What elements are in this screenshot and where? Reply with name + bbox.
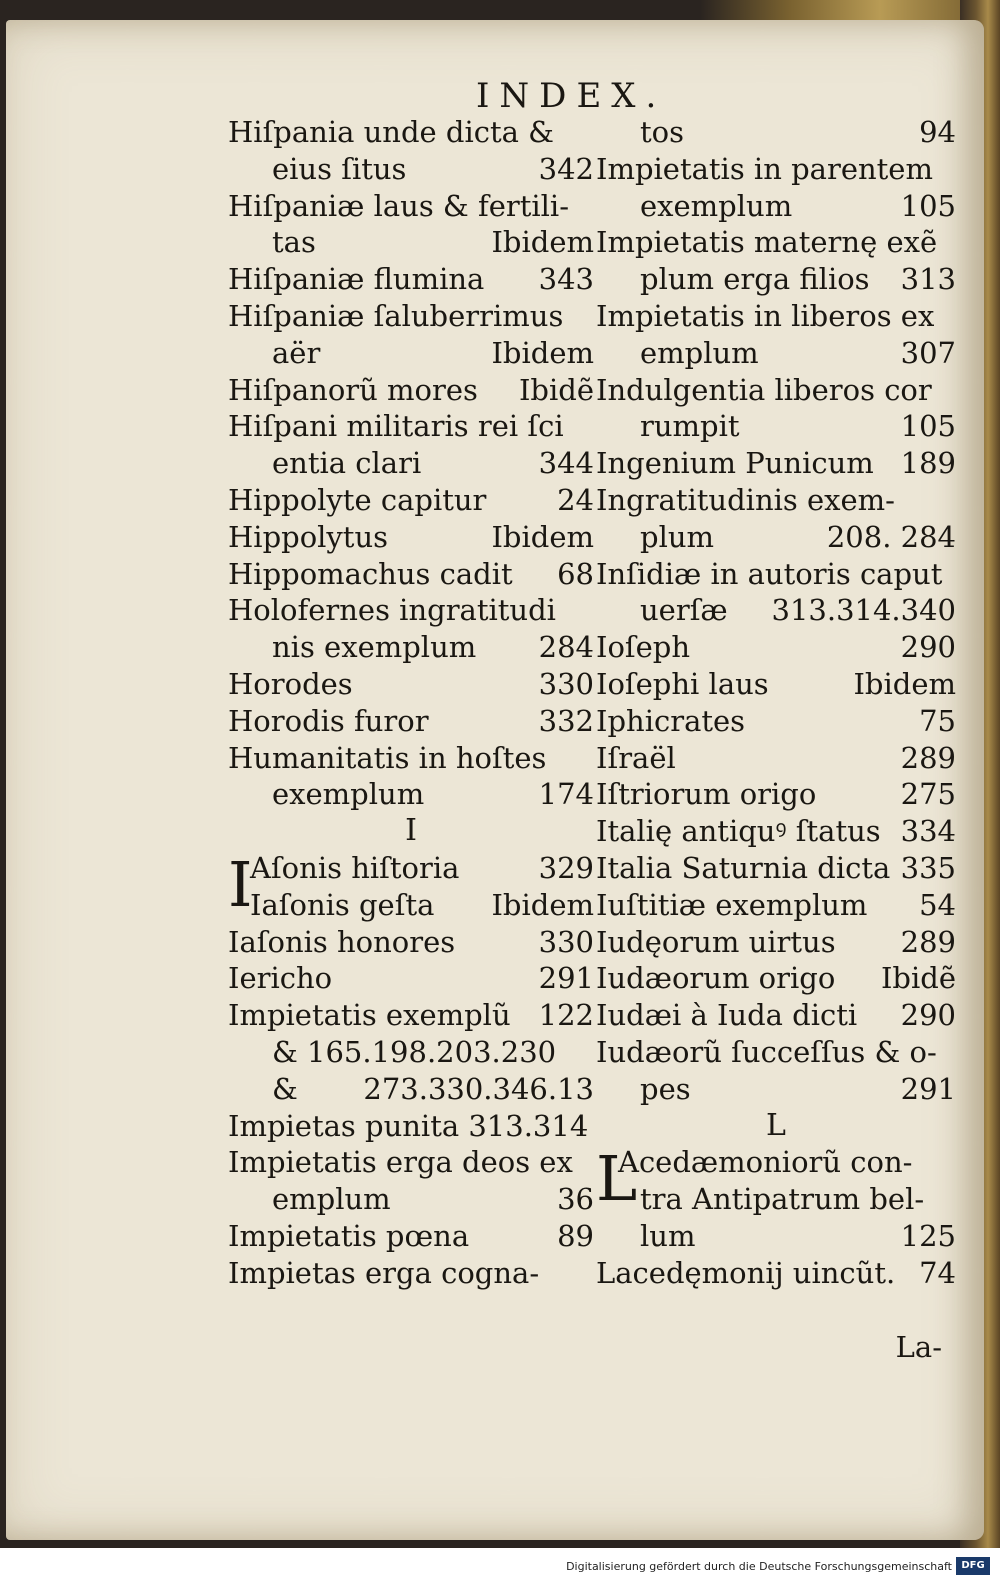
- entry-text: Iaſonis geſta: [250, 887, 435, 922]
- index-entry: [228, 188, 594, 225]
- index-entry: [228, 924, 594, 961]
- entry-text: entia clari: [272, 446, 422, 481]
- index-entry: [228, 592, 594, 629]
- entry-page-ref: 54: [919, 887, 956, 922]
- entry-page-ref: 36: [557, 1182, 594, 1217]
- index-entry: [228, 445, 594, 482]
- entry-text: Indulgentia liberos cor: [596, 372, 932, 407]
- index-entry: [596, 151, 956, 188]
- entry-page-ref: 284: [538, 630, 594, 665]
- index-entry: [596, 114, 956, 151]
- entry-page-ref: 174: [538, 777, 594, 812]
- index-entry: [596, 960, 956, 997]
- entry-text: rumpit: [640, 409, 740, 444]
- entry-page-ref: 289: [900, 924, 956, 959]
- entry-text: Iſtriorum origo: [596, 777, 817, 812]
- funding-note: Digitalisierung gefördert durch die Deutsche Forschungsgemeinschaft: [566, 1560, 952, 1573]
- entry-text: Iaſonis honores: [228, 924, 456, 959]
- entry-page-ref: 105: [900, 409, 956, 444]
- index-entry: [596, 1181, 956, 1218]
- entry-text: Impietatis maternę exẽ: [596, 225, 938, 260]
- entry-page-ref: 68: [557, 556, 594, 591]
- page-header: INDEX.: [476, 76, 667, 116]
- entry-page-ref: 75: [919, 703, 956, 738]
- entry-text: Hiſpani militaris rei ſci: [228, 409, 564, 444]
- entry-text: Iudæorũ ſucceſſus & o-: [596, 1034, 937, 1069]
- entry-page-ref: 334: [900, 814, 956, 849]
- entry-text: uerſæ: [640, 593, 728, 628]
- entry-page-ref: Ibidẽ: [518, 372, 594, 407]
- entry-page-ref: 24: [557, 482, 594, 517]
- section-letter: I: [405, 813, 417, 849]
- entry-page-ref: Ibidem: [491, 225, 594, 260]
- entry-page-ref: 330: [538, 666, 594, 701]
- entry-page-ref: 273.330.346.13: [363, 1071, 594, 1106]
- entry-text: &: [272, 1071, 298, 1106]
- entry-text: Impietatis pœna: [228, 1218, 470, 1253]
- entry-page-ref: 208. 284: [826, 519, 956, 554]
- index-entry: [596, 298, 956, 335]
- dfg-logo: DFG: [956, 1557, 990, 1575]
- entry-page-ref: 275: [900, 777, 956, 812]
- entry-text: lum: [640, 1218, 696, 1253]
- index-entry: [228, 776, 594, 813]
- index-entry: [228, 1218, 594, 1255]
- index-entry: [596, 372, 956, 409]
- entry-page-ref: 307: [900, 335, 956, 370]
- entry-text: exemplum: [272, 777, 425, 812]
- entry-text: Hiſpaniæ ſaluberrimus: [228, 298, 564, 333]
- index-entry: [596, 261, 956, 298]
- entry-page-ref: Ibidẽ: [880, 961, 956, 996]
- index-entry: [596, 924, 956, 961]
- index-entry: [228, 261, 594, 298]
- index-entry: [596, 1034, 956, 1071]
- section-letter: L: [766, 1107, 786, 1143]
- index-column-right: [596, 114, 956, 1292]
- index-entry: [228, 482, 594, 519]
- entry-page-ref: 330: [538, 924, 594, 959]
- entry-page-ref: 332: [538, 703, 594, 738]
- index-entry: [596, 1255, 956, 1292]
- index-entry: [596, 224, 956, 261]
- entry-page-ref: 74: [919, 1255, 956, 1290]
- entry-text: Impietatis in liberos ex: [596, 298, 935, 333]
- entry-text: plum: [640, 519, 715, 554]
- entry-text: tas: [272, 225, 316, 260]
- index-entry: [596, 482, 956, 519]
- index-entry: [228, 1071, 594, 1108]
- entry-page-ref: 335: [900, 850, 956, 885]
- entry-text: Iſraël: [596, 740, 676, 775]
- index-entry: [596, 997, 956, 1034]
- index-entry: [228, 1034, 594, 1071]
- index-entry: [228, 298, 594, 335]
- entry-page-ref: 289: [900, 740, 956, 775]
- index-entry: [228, 629, 594, 666]
- entry-text: Impietas erga cogna-: [228, 1255, 540, 1290]
- entry-page-ref: 313: [900, 262, 956, 297]
- index-entry: [596, 519, 956, 556]
- entry-text: Hiſpania unde dicta &: [228, 115, 554, 149]
- book-page: [6, 20, 984, 1540]
- entry-page-ref: Ibidem: [491, 335, 594, 370]
- index-entry: [228, 151, 594, 188]
- entry-text: Italię antiquꝰ ſtatus: [596, 814, 881, 849]
- entry-text: Ingenium Punicum: [596, 446, 874, 481]
- entry-text: Hiſpaniæ flumina: [228, 262, 485, 297]
- entry-page-ref: 329: [538, 850, 594, 885]
- entry-page-ref: 122: [538, 998, 594, 1033]
- index-entry: [596, 850, 956, 887]
- index-entry: [228, 960, 594, 997]
- entry-text: & 165.198.203.230: [272, 1034, 557, 1069]
- entry-text: Horodis furor: [228, 703, 429, 738]
- entry-text: eius ſitus: [272, 151, 407, 186]
- entry-text: Humanitatis in hoſtes: [228, 740, 547, 775]
- entry-page-ref: Ibidem: [491, 519, 594, 554]
- entry-text: tra Antipatrum bel-: [640, 1182, 925, 1217]
- index-entry: [228, 1255, 594, 1292]
- entry-text: Impietatis in parentem: [596, 151, 933, 186]
- entry-text: Lacedęmonij uincũt.: [596, 1255, 896, 1290]
- entry-text: Iericho: [228, 961, 333, 996]
- index-column-left: [228, 114, 594, 1292]
- index-entry: [228, 740, 594, 777]
- index-entry: [596, 188, 956, 225]
- index-entry: [596, 1071, 956, 1108]
- entry-page-ref: 89: [557, 1218, 594, 1253]
- entry-text: emplum: [272, 1182, 391, 1217]
- entry-page-ref: 291: [900, 1071, 956, 1106]
- index-entry: [228, 1144, 594, 1181]
- entry-page-ref: 125: [900, 1218, 956, 1253]
- catchword: La-: [895, 1330, 942, 1364]
- index-entry: [596, 556, 956, 593]
- entry-text: Impietatis exemplũ: [228, 998, 511, 1033]
- entry-page-ref: 342: [538, 151, 594, 186]
- entry-text: exemplum: [640, 188, 793, 223]
- index-entry: [228, 703, 594, 740]
- entry-text: aër: [272, 335, 321, 370]
- index-entry: [228, 1108, 594, 1145]
- entry-text: Hippolyte capitur: [228, 482, 487, 517]
- entry-page-ref: 343: [538, 262, 594, 297]
- index-entry: [596, 408, 956, 445]
- entry-text: Iudæorum origo: [596, 961, 836, 996]
- entry-page-ref: 94: [919, 115, 956, 149]
- entry-text: Iphicrates: [596, 703, 746, 738]
- index-entry: [596, 629, 956, 666]
- index-entry: [596, 740, 956, 777]
- entry-text: Iudæi à Iuda dicti: [596, 998, 858, 1033]
- entry-text: Impietatis erga deos ex: [228, 1145, 573, 1180]
- index-entry: [228, 114, 594, 151]
- index-entry: [228, 666, 594, 703]
- entry-text: Iuſtitiæ exemplum: [596, 887, 868, 922]
- index-entry: [228, 556, 594, 593]
- entry-text: emplum: [640, 335, 759, 370]
- entry-text: Inſidiæ in autoris caput: [596, 556, 943, 591]
- entry-text: Italia Saturnia dicta: [596, 850, 891, 885]
- index-entry: [596, 1218, 956, 1255]
- entry-text: tos: [640, 115, 684, 149]
- entry-page-ref: 290: [900, 998, 956, 1033]
- index-entry: [596, 445, 956, 482]
- index-entry: [228, 887, 594, 924]
- entry-page-ref: Ibidem: [491, 887, 594, 922]
- book-top-edge: [700, 0, 1000, 22]
- index-entry: [596, 776, 956, 813]
- entry-page-ref: Ibidem: [853, 666, 956, 701]
- entry-text: Holofernes ingratitudi: [228, 593, 556, 628]
- entry-text: pes: [640, 1071, 691, 1106]
- entry-page-ref: 313.314.340: [771, 593, 956, 628]
- index-entry: [596, 703, 956, 740]
- index-entry: [228, 997, 594, 1034]
- index-entry: [596, 666, 956, 703]
- index-entry: [228, 1181, 594, 1218]
- entry-page-ref: 105: [900, 188, 956, 223]
- entry-text: Acedæmoniorũ con-: [618, 1145, 913, 1180]
- entry-text: Aſonis hiſtoria: [250, 850, 460, 885]
- entry-page-ref: 291: [538, 961, 594, 996]
- drop-cap: I: [228, 847, 253, 921]
- entry-page-ref: 189: [900, 446, 956, 481]
- entry-text: plum erga filios: [640, 262, 870, 297]
- index-entry: [596, 887, 956, 924]
- index-entry: [228, 519, 594, 556]
- index-entry: [228, 335, 594, 372]
- index-entry: [596, 335, 956, 372]
- index-entry: [596, 592, 956, 629]
- entry-text: Ingratitudinis exem-: [596, 482, 895, 517]
- index-entry: [228, 224, 594, 261]
- entry-text: Impietas punita 313.314: [228, 1108, 589, 1143]
- entry-page-ref: 290: [900, 630, 956, 665]
- entry-text: Hiſpaniæ laus & fertili-: [228, 188, 569, 223]
- drop-cap: L: [596, 1142, 638, 1216]
- entry-text: nis exemplum: [272, 630, 477, 665]
- index-entry: [228, 372, 594, 409]
- entry-text: Horodes: [228, 666, 353, 701]
- digitization-footer: [0, 1548, 1000, 1584]
- entry-text: Hippomachus cadit: [228, 556, 513, 591]
- entry-text: Hippolytus: [228, 519, 389, 554]
- entry-text: Ioſephi laus: [596, 666, 769, 701]
- index-entry: [596, 813, 956, 850]
- entry-text: Iudęorum uirtus: [596, 924, 836, 959]
- entry-text: Hiſpanorũ mores: [228, 372, 478, 407]
- index-entry: [228, 408, 594, 445]
- entry-text: Ioſeph: [596, 630, 691, 665]
- entry-page-ref: 344: [538, 446, 594, 481]
